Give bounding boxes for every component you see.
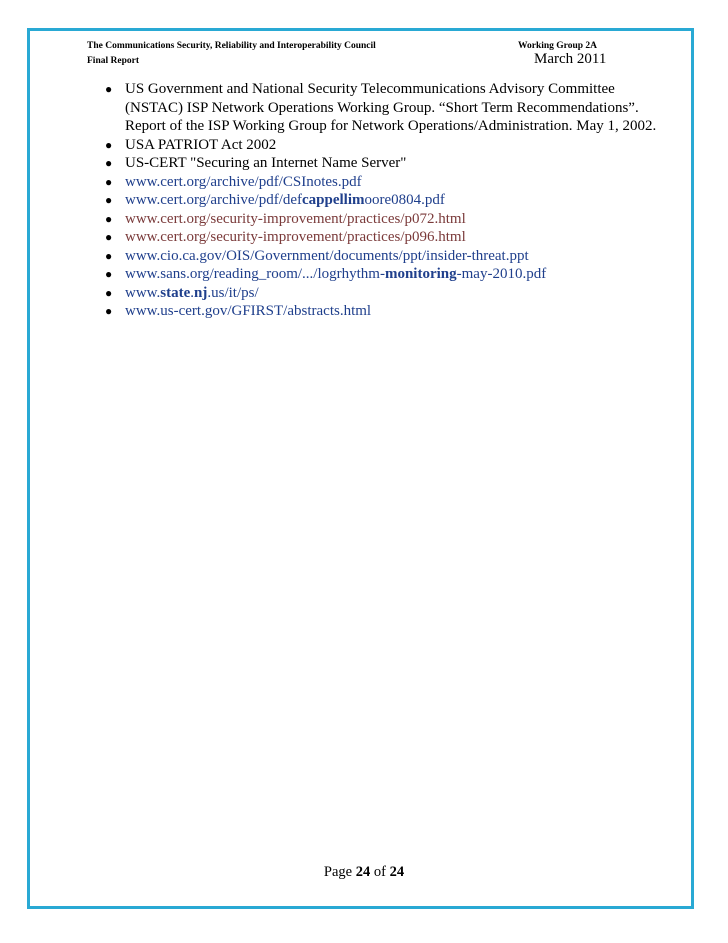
bullet-icon: ● [105, 248, 113, 263]
reference-item [100, 265, 680, 284]
page-total: 24 [389, 864, 405, 880]
bullet-icon: ● [105, 137, 113, 152]
link-highlight: nj [194, 284, 208, 301]
bullet-icon: ● [105, 267, 113, 281]
link-part: . [190, 284, 195, 301]
report-date: March 2011 [534, 51, 607, 67]
bullet-icon: ● [105, 285, 113, 300]
reference-item [100, 302, 680, 321]
bullet-icon: ● [105, 193, 113, 207]
reference-item [100, 228, 680, 247]
reference-link[interactable] [125, 285, 259, 301]
reference-item [100, 173, 680, 192]
reference-item [100, 154, 680, 173]
reference-item [100, 136, 680, 155]
reference-link[interactable]: www.cert.org/archive/pdf/CSInotes.pdf [125, 173, 362, 190]
page-number: 24 [355, 864, 371, 880]
link-highlight: monitoring [384, 266, 457, 282]
reference-text: USA PATRIOT Act 2002 [125, 136, 277, 153]
reference-link[interactable]: www.cert.org/security-improvement/practices/p096.html [125, 229, 466, 245]
bullet-icon: ● [105, 174, 113, 189]
link-part: -may-2010.pdf [456, 266, 547, 282]
reference-item [100, 284, 680, 303]
reference-line: Report of the ISP Working Group for Network Operations/Administration. May 1, 2002. [125, 118, 657, 134]
link-part: www. [125, 284, 161, 301]
bullet-icon: ● [105, 304, 113, 318]
reference-link[interactable]: www.cert.org/security-improvement/practices/p072.html [125, 210, 466, 227]
page-word: Page [323, 864, 353, 880]
working-group: Working Group 2A [518, 41, 598, 51]
link-highlight: state [160, 284, 191, 301]
reference-item [100, 210, 680, 229]
reference-line: US Government and National Security Telecommunications Advisory Committee [125, 81, 615, 97]
bullet-icon: ● [105, 230, 113, 244]
of-word: of [373, 864, 386, 880]
reference-list [100, 80, 680, 321]
reference-item [100, 80, 680, 136]
reference-item [100, 247, 680, 266]
link-highlight: cappellim [302, 192, 365, 208]
reference-link[interactable] [125, 192, 445, 208]
link-part: www.sans.org/reading_room/.../logrhythm- [125, 266, 385, 282]
reference-link[interactable] [125, 266, 546, 282]
link-part: oore0804.pdf [364, 192, 445, 208]
link-part: www.cert.org/archive/pdf/def [125, 192, 303, 208]
reference-line: (NSTAC) ISP Network Operations Working Group. “Short Term Recommendations”. [125, 99, 639, 116]
bullet-icon: ● [105, 211, 113, 226]
link-part: .us/it/ps/ [207, 284, 259, 301]
reference-text: US-CERT "Securing an Internet Name Server" [125, 155, 407, 171]
council-name: The Communications Security, Reliability and Interoperability Council [87, 41, 376, 51]
reference-link[interactable]: www.cio.ca.gov/OIS/Government/documents/ppt/insider-threat.ppt [125, 247, 529, 264]
bullet-icon: ● [105, 156, 113, 170]
reference-link[interactable]: www.us-cert.gov/GFIRST/abstracts.html [125, 303, 372, 319]
reference-item [100, 191, 680, 210]
page-footer [0, 864, 728, 881]
bullet-icon: ● [105, 82, 113, 96]
report-title: Final Report [87, 56, 139, 66]
